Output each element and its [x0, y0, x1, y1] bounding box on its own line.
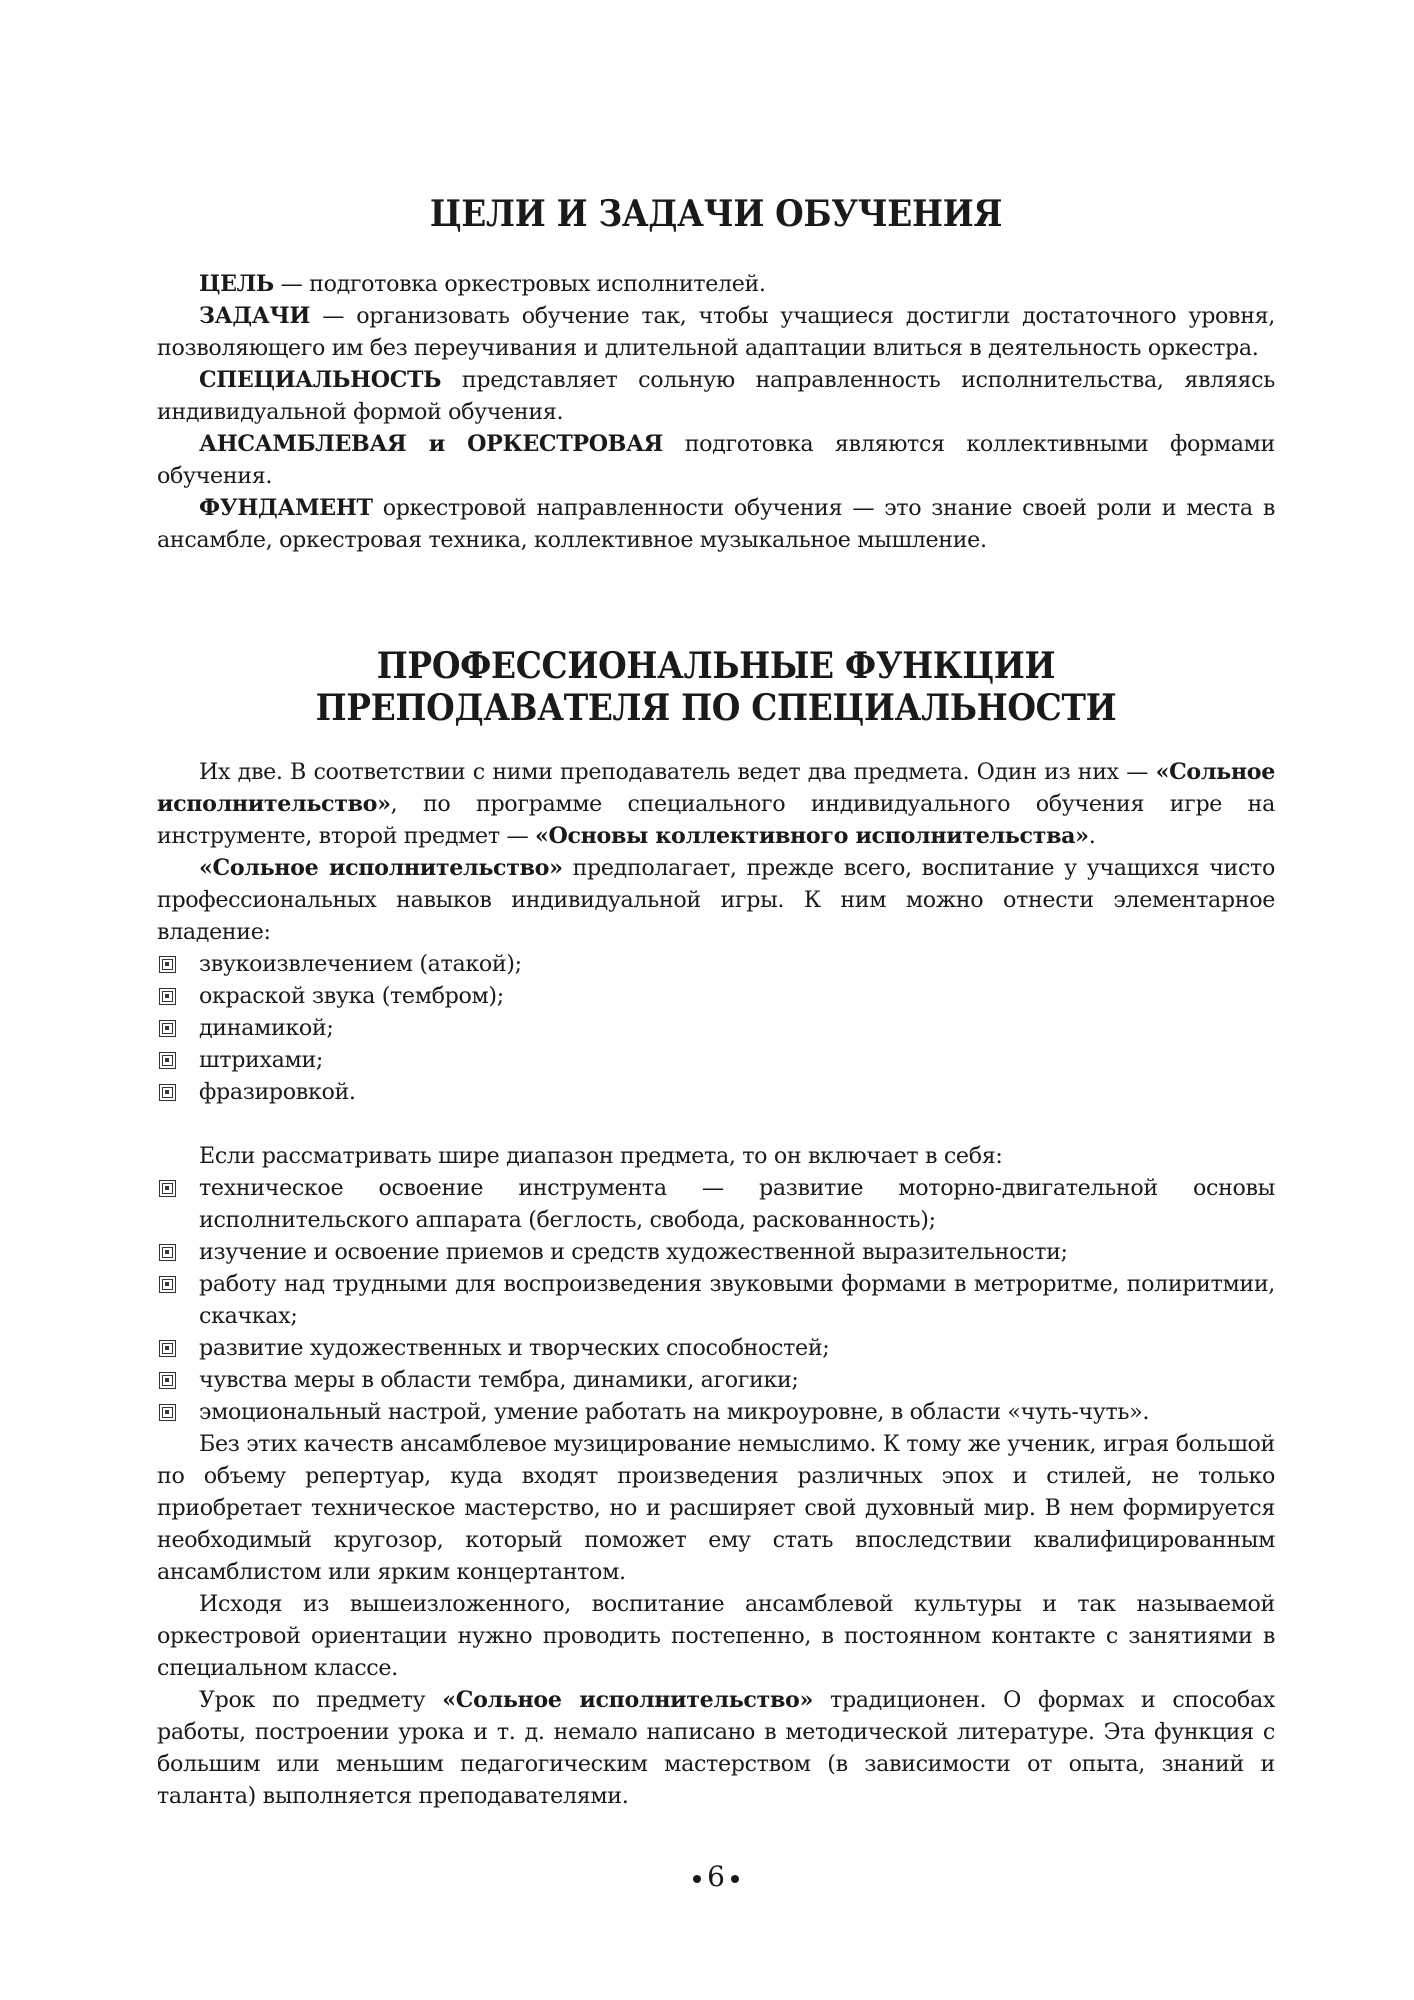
heading-functions-line1: ПРОФЕССИОНАЛЬНЫЕ ФУНКЦИИ: [376, 644, 1056, 687]
list-item: [157, 1364, 1275, 1396]
term-text: — подготовка оркестровых исполнителей.: [273, 271, 766, 297]
foundation-paragraph: [157, 492, 1275, 556]
functions-section: [157, 756, 1275, 1812]
spacer: [157, 1108, 1275, 1140]
term-text: оркестровой направленности обучения — это знание своей роли и места в ансамбле, оркестровая техника, коллективное музыкальное мышление.: [157, 495, 1275, 553]
list-item-text: динамикой;: [199, 1015, 334, 1041]
list-item: [157, 1044, 1275, 1076]
tasks-paragraph: [157, 300, 1275, 364]
list-item-text: развитие художественных и творческих способностей;: [199, 1335, 830, 1361]
term-label: ЗАДАЧИ: [199, 303, 310, 329]
list-item: [157, 980, 1275, 1012]
list-item: [157, 1236, 1275, 1268]
square-bullet-icon: [159, 1084, 176, 1101]
scope-list: [157, 1172, 1275, 1428]
text-run: Урок по предмету: [199, 1687, 443, 1713]
square-bullet-icon: [159, 1276, 176, 1293]
text-run: , по программе специального индивидуального обучения игре на инструменте, второй предмет —: [157, 791, 1275, 849]
heading-functions-line2: ПРЕПОДАВАТЕЛЯ ПО СПЕЦИАЛЬНОСТИ: [315, 686, 1117, 729]
text-run: .: [1088, 823, 1096, 849]
bold-run: «Сольное исполнительство»: [157, 759, 1275, 817]
paragraph-culture: Исходя из вышеизложенного, воспитание ансамблевой культуры и так называемой оркестровой ориентации нужно проводить постепенно, в постоянном контакте с занятиями в специальном классе.: [157, 1591, 1275, 1681]
bold-run: «Сольное исполнительство»: [199, 855, 563, 881]
page-number: [157, 1860, 1275, 1893]
square-bullet-icon: [159, 1340, 176, 1357]
term-label: ФУНДАМЕНТ: [199, 495, 373, 521]
bold-run: «Основы коллективного исполнительства»: [535, 823, 1089, 849]
square-bullet-icon: [159, 1244, 176, 1261]
heading-goals: ЦЕЛИ И ЗАДАЧИ ОБУЧЕНИЯ: [429, 192, 1003, 235]
list-item: [157, 1268, 1275, 1332]
term-text: представляет сольную направленность исполнительства, являясь индивидуальной формой обучения.: [157, 367, 1275, 425]
square-bullet-icon: [159, 1020, 176, 1037]
list-item-text: работу над трудными для воспроизведения звуковыми формами в метроритме, полиритмии, скачках;: [199, 1271, 1275, 1329]
list-item-text: чувства меры в области тембра, динамики, агогики;: [199, 1367, 799, 1393]
section-heading-goals: [157, 192, 1275, 236]
list-item: [157, 1396, 1275, 1428]
term-text: подготовка являются коллективными формами обучения.: [157, 431, 1275, 489]
list-item-text: эмоциональный настрой, умение работать на микроуровне, в области «чуть-чуть».: [199, 1399, 1150, 1425]
list-item-text: звукоизвлечением (атакой);: [199, 951, 522, 977]
goal-paragraph: [157, 268, 1275, 300]
list-item: [157, 1012, 1275, 1044]
text-run: традиционен. О формах и способах работы, построении урока и т. д. немало написано в методической литературе. Эта функция с большим или меньшим педагогическим мастерством (в зависимости от опыта, знаний и таланта) выполняется преподавателями.: [157, 1687, 1275, 1809]
dot-icon: [731, 1875, 739, 1883]
paragraph-lesson: [157, 1684, 1275, 1812]
paragraph-scope: Если рассматривать шире диапазон предмета, то он включает в себя:: [199, 1143, 1003, 1169]
section-heading-functions: [157, 645, 1275, 729]
square-bullet-icon: [159, 1180, 176, 1197]
paragraph-ensemble: Без этих качеств ансамблевое музицирование немыслимо. К тому же ученик, играя большой по объему репертуар, куда входят произведения различных эпох и стилей, не только приобретает техническое мастерство, но и расширяет свой духовный мир. В нем формируется необходимый кругозор, который поможет ему стать впоследствии квалифицированным ансамблистом или ярким концертантом.: [157, 1431, 1275, 1585]
list-item-text: штрихами;: [199, 1047, 324, 1073]
term-label: АНСАМБЛЕВАЯ и ОРКЕСТРОВАЯ: [199, 431, 664, 457]
list-item-text: техническое освоение инструмента — развитие моторно-двигательной основы исполнительского аппарата (беглость, свобода, раскованность);: [199, 1175, 1275, 1233]
text-run: предполагает, прежде всего, воспитание у учащихся чисто профессиональных навыков индивидуальной игры. К ним можно отнести элементарное владение:: [157, 855, 1275, 945]
text-run: Их две. В соответствии с ними преподаватель ведет два предмета. Один из них —: [199, 759, 1156, 785]
dot-icon: [693, 1875, 701, 1883]
list-item-text: окраской звука (тембром);: [199, 983, 504, 1009]
paragraph-solo: [157, 852, 1275, 948]
square-bullet-icon: [159, 1372, 176, 1389]
square-bullet-icon: [159, 988, 176, 1005]
term-text: — организовать обучение так, чтобы учащиеся достигли достаточного уровня, позволяющего им без переучивания и длительной адаптации влиться в деятельность оркестра.: [157, 303, 1275, 361]
ensemble-paragraph: [157, 428, 1275, 492]
list-item-text: изучение и освоение приемов и средств художественной выразительности;: [199, 1239, 1068, 1265]
goals-section: [157, 268, 1275, 556]
square-bullet-icon: [159, 956, 176, 973]
list-item: [157, 1332, 1275, 1364]
list-item-text: фразировкой.: [199, 1079, 356, 1105]
term-label: ЦЕЛЬ: [199, 271, 274, 297]
list-item: [157, 948, 1275, 980]
term-label: СПЕЦИАЛЬНОСТЬ: [199, 367, 442, 393]
skills-list: [157, 948, 1275, 1108]
bold-run: «Сольное исполнительство»: [442, 1687, 813, 1713]
square-bullet-icon: [159, 1052, 176, 1069]
specialty-paragraph: [157, 364, 1275, 428]
paragraph-intro: [157, 756, 1275, 852]
list-item: [157, 1172, 1275, 1236]
page-number-value: 6: [707, 1860, 725, 1893]
square-bullet-icon: [159, 1404, 176, 1421]
list-item: [157, 1076, 1275, 1108]
